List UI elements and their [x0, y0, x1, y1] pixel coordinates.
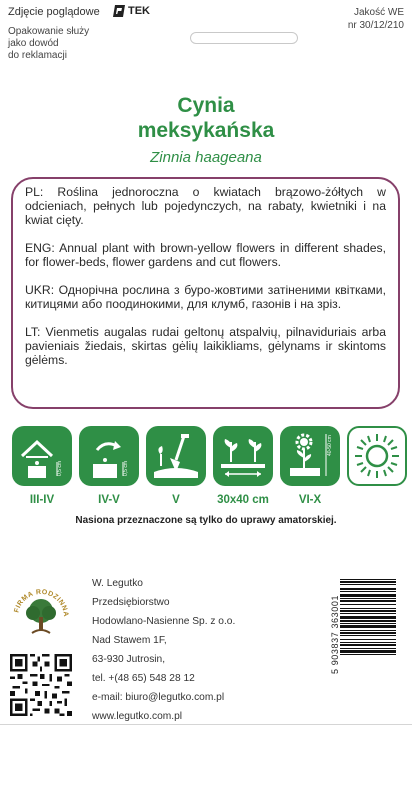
depth-text: 0,5 cm	[57, 460, 63, 476]
hang-tab-outline	[190, 32, 298, 44]
product-name-line2: meksykańska	[137, 119, 275, 142]
planting-out-label: V	[172, 494, 180, 506]
tek-label: TEK	[128, 5, 150, 17]
complaint-note	[8, 26, 118, 62]
barcode	[340, 579, 396, 689]
sowing-indoor-label: III-IV	[29, 494, 55, 506]
barcode-digits: 5 903837 363001	[330, 594, 340, 674]
flowering-icon	[280, 426, 340, 486]
company-name: W. Legutko	[92, 578, 143, 589]
logo-text: FIRMA RODZINNA	[13, 588, 70, 618]
depth-text: 0,5 cm	[123, 460, 129, 476]
sowing-indoor-icon	[12, 426, 72, 486]
company-contact	[92, 574, 235, 726]
note-line: do reklamacji	[8, 50, 67, 61]
quality-label: Jakość WE	[353, 7, 404, 18]
quality-number: nr 30/12/210	[347, 20, 404, 31]
qr-code	[10, 654, 72, 716]
spacing-label: 30x40 cm	[217, 494, 269, 506]
full-sun-label	[347, 494, 407, 506]
height-text: 40-50 cm	[327, 435, 333, 456]
company-city: 63-930 Jutrosin,	[92, 654, 166, 665]
flowering-label: VI-X	[298, 494, 322, 506]
planting-out-icon	[146, 426, 206, 486]
description-lt: LT: Vienmetis augalas rudai geltonų atspalvių, pilnaviduriais arba pavieniais žiedais, skirtas gėlių laikikliams, gėlynams ir skintoms gėlėms.	[25, 325, 386, 367]
note-line: Opakowanie służy	[8, 26, 90, 37]
cultivation-icons	[12, 426, 407, 486]
company-full-name: Hodowlano-Nasienne Sp. z o.o.	[92, 616, 236, 627]
icon-labels	[12, 494, 407, 506]
company-email[interactable]: e-mail: biuro@legutko.com.pl	[92, 692, 225, 703]
company-phone: tel. +(48 65) 548 28 12	[92, 673, 195, 684]
sowing-outdoor-label: IV-V	[98, 494, 120, 506]
seal-line	[0, 724, 412, 725]
company-street: Nad Stawem 1F,	[92, 635, 167, 646]
description-box	[11, 177, 400, 409]
description-eng: ENG: Annual plant with brown-yellow flowers in different shades, for flower-beds, flower gardens and cut flowers.	[25, 241, 386, 269]
company-logo	[10, 577, 72, 649]
latin-name: Zinnia haageana	[150, 149, 262, 166]
quality-info	[348, 6, 404, 32]
company-website[interactable]: www.legutko.com.pl	[92, 711, 183, 722]
product-name-line1: Cynia	[177, 94, 235, 117]
full-sun-icon	[347, 426, 407, 486]
description-pl: PL: Roślina jednoroczna o kwiatach brązowo-żółtych w odcieniach, pełnych lub pojedynczych, na rabaty, kwietniki i na kwiat cięty.	[25, 185, 386, 227]
spacing-icon	[213, 426, 273, 486]
note-line: jako dowód	[8, 38, 59, 49]
amateur-note: Nasiona przeznaczone są tylko do uprawy amatorskiej.	[75, 515, 337, 526]
description-ukr: UKR: Однорічна рослина з буро-жовтими затіненими квітками, китицями або поодинокими, для клумб, газонів і на зріз.	[25, 283, 386, 311]
sowing-outdoor-icon	[79, 426, 139, 486]
preview-label: Zdjęcie poglądowe	[8, 6, 100, 18]
company-type: Przedsiębiorstwo	[92, 597, 170, 608]
tek-logo-icon	[112, 4, 126, 18]
tek-badge	[112, 4, 150, 18]
